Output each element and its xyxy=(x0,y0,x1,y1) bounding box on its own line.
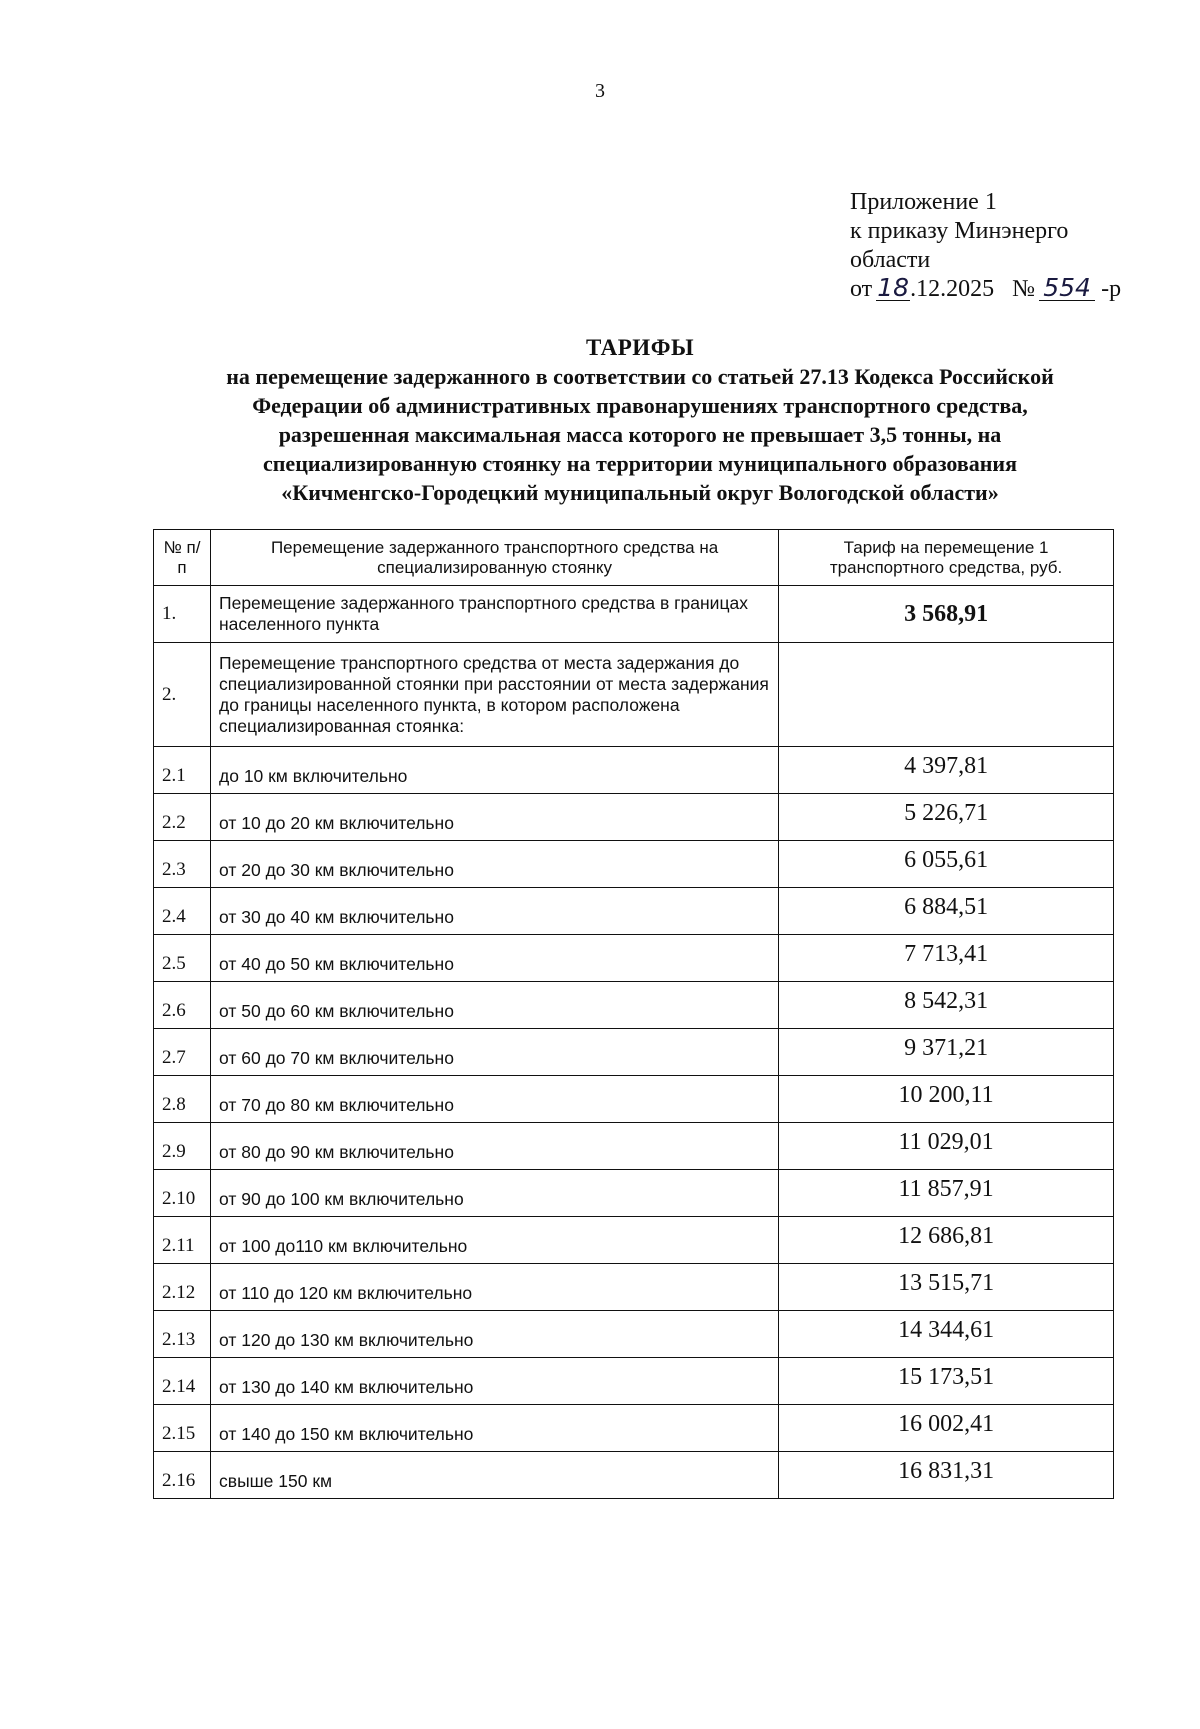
table-row xyxy=(154,586,1114,643)
table-header-row xyxy=(154,530,1114,586)
row-value: 6 884,51 xyxy=(779,888,1114,935)
row-description: от 80 до 90 км включительно xyxy=(211,1123,779,1170)
page-number: 3 xyxy=(595,80,605,102)
appendix-line-1: Приложение 1 xyxy=(850,189,997,215)
row-value: 12 686,81 xyxy=(779,1217,1114,1264)
row-description: от 140 до 150 км включительно xyxy=(211,1405,779,1452)
table-row xyxy=(154,1452,1114,1499)
table-row xyxy=(154,1076,1114,1123)
row-no: 2.7 xyxy=(154,1029,211,1076)
date-prefix: от xyxy=(850,276,873,302)
row-no: 2.12 xyxy=(154,1264,211,1311)
date-rest: .12.2025 xyxy=(910,276,995,302)
row-value: 11 029,01 xyxy=(779,1123,1114,1170)
row-description: до 10 км включительно xyxy=(211,747,779,794)
table-row xyxy=(154,643,1114,747)
row-no: 2.8 xyxy=(154,1076,211,1123)
row-no: 2.4 xyxy=(154,888,211,935)
row-description: от 130 до 140 км включительно xyxy=(211,1358,779,1405)
row-description: от 110 до 120 км включительно xyxy=(211,1264,779,1311)
row-description: от 30 до 40 км включительно xyxy=(211,888,779,935)
table-row xyxy=(154,841,1114,888)
handwritten-day: 18 xyxy=(877,273,910,302)
appendix-line-2: к приказу Минэнерго xyxy=(850,218,1069,244)
row-value: 5 226,71 xyxy=(779,794,1114,841)
table-row xyxy=(154,888,1114,935)
appendix-date-line xyxy=(850,275,1121,304)
row-no: 1. xyxy=(154,586,211,643)
number-sign: № xyxy=(1012,276,1036,302)
table-row xyxy=(154,1264,1114,1311)
row-value: 13 515,71 xyxy=(779,1264,1114,1311)
row-no: 2.9 xyxy=(154,1123,211,1170)
row-description: от 60 до 70 км включительно xyxy=(211,1029,779,1076)
handwritten-number: 554 xyxy=(1039,276,1095,301)
row-description: Перемещение задержанного транспортного средства в границах населенного пункта xyxy=(211,586,779,643)
row-value: 16 002,41 xyxy=(779,1405,1114,1452)
row-no: 2.5 xyxy=(154,935,211,982)
table-row xyxy=(154,1029,1114,1076)
table-row xyxy=(154,982,1114,1029)
row-description: от 20 до 30 км включительно xyxy=(211,841,779,888)
table-row xyxy=(154,1358,1114,1405)
appendix-line-3: области xyxy=(850,247,931,273)
table-row xyxy=(154,935,1114,982)
row-value: 7 713,41 xyxy=(779,935,1114,982)
row-no: 2.1 xyxy=(154,747,211,794)
table-row xyxy=(154,1123,1114,1170)
row-no: 2. xyxy=(154,643,211,747)
row-no: 2.3 xyxy=(154,841,211,888)
row-value: 4 397,81 xyxy=(779,747,1114,794)
row-no: 2.14 xyxy=(154,1358,211,1405)
row-description: Перемещение транспортного средства от места задержания до специализированной стоянки при расстоянии от места задержания до границы населенного пункта, в котором расположена специализированная стоянка: xyxy=(211,643,779,747)
title-line-2: Федерации об административных правонарушениях транспортного средства, xyxy=(252,393,1028,418)
title-line-5: «Кичменгско-Городецкий муниципальный округ Вологодской области» xyxy=(281,480,999,505)
row-no: 2.2 xyxy=(154,794,211,841)
row-no: 2.13 xyxy=(154,1311,211,1358)
row-value: 14 344,61 xyxy=(779,1311,1114,1358)
table-row xyxy=(154,1311,1114,1358)
row-description: от 70 до 80 км включительно xyxy=(211,1076,779,1123)
row-description: от 90 до 100 км включительно xyxy=(211,1170,779,1217)
table-row xyxy=(154,1170,1114,1217)
row-value: 9 371,21 xyxy=(779,1029,1114,1076)
appendix-block xyxy=(850,188,1121,304)
row-value: 3 568,91 xyxy=(779,586,1114,643)
row-no: 2.16 xyxy=(154,1452,211,1499)
row-no: 2.10 xyxy=(154,1170,211,1217)
row-value: 8 542,31 xyxy=(779,982,1114,1029)
row-value: 15 173,51 xyxy=(779,1358,1114,1405)
header-tariff: Тариф на перемещение 1 транспортного средства, руб. xyxy=(779,530,1114,586)
row-value: 11 857,91 xyxy=(779,1170,1114,1217)
table-row xyxy=(154,1405,1114,1452)
tariffs-table xyxy=(153,529,1114,1499)
title-main: ТАРИФЫ xyxy=(585,335,695,360)
table-row xyxy=(154,794,1114,841)
row-no: 2.11 xyxy=(154,1217,211,1264)
row-value: 10 200,11 xyxy=(779,1076,1114,1123)
row-description: от 120 до 130 км включительно xyxy=(211,1311,779,1358)
title-line-3: разрешенная максимальная масса которого не превышает 3,5 тонны, на xyxy=(278,422,1002,447)
row-description: от 100 до110 км включительно xyxy=(211,1217,779,1264)
table-row xyxy=(154,1217,1114,1264)
title-line-1: на перемещение задержанного в соответствии со статьей 27.13 Кодекса Российской xyxy=(226,364,1054,389)
number-suffix: -р xyxy=(1101,276,1122,302)
row-description: от 50 до 60 км включительно xyxy=(211,982,779,1029)
header-no: № п/п xyxy=(154,530,211,586)
row-description: от 40 до 50 км включительно xyxy=(211,935,779,982)
row-description: свыше 150 км xyxy=(211,1452,779,1499)
row-no: 2.6 xyxy=(154,982,211,1029)
row-value: 6 055,61 xyxy=(779,841,1114,888)
document-title xyxy=(160,333,1120,507)
table-row xyxy=(154,747,1114,794)
row-value xyxy=(779,643,1114,747)
row-description: от 10 до 20 км включительно xyxy=(211,794,779,841)
row-value: 16 831,31 xyxy=(779,1452,1114,1499)
header-description: Перемещение задержанного транспортного средства на специализированную стоянку xyxy=(211,530,779,586)
row-no: 2.15 xyxy=(154,1405,211,1452)
title-line-4: специализированную стоянку на территории муниципального образования xyxy=(262,451,1017,476)
